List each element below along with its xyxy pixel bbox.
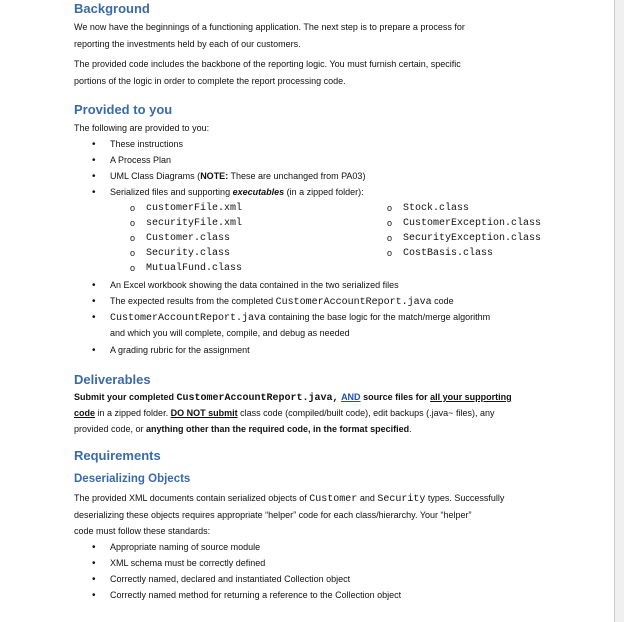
background-p2-line2: portions of the logic in order to complete the report processing code. bbox=[74, 76, 346, 86]
expected-text-pre: The expected results from the completed bbox=[110, 296, 276, 306]
requirements-text-and: and bbox=[357, 493, 378, 503]
serialized-text-post: (in a zipped folder): bbox=[284, 187, 364, 197]
sub-bullet-glyph: o bbox=[130, 263, 136, 273]
provided-item-serialized bbox=[110, 184, 364, 201]
deliverables-zipped-text: in a zipped folder. bbox=[95, 408, 171, 418]
bullet-glyph: • bbox=[92, 155, 96, 166]
file-name: Security.class bbox=[146, 248, 231, 259]
provided-intro: The following are provided to you: bbox=[74, 123, 210, 133]
base-logic-code: CustomerAccountReport.java bbox=[110, 313, 267, 324]
sub-bullet-glyph: o bbox=[130, 203, 136, 213]
provided-item-excel: An Excel workbook showing the data contained in the two serialized files bbox=[110, 280, 399, 290]
requirement-collection: Correctly named, declared and instantiated Collection object bbox=[110, 574, 351, 584]
deliverables-line3 bbox=[74, 421, 412, 438]
bullet-glyph: • bbox=[92, 171, 96, 182]
background-p2-line1: The provided code includes the backbone of the reporting logic. You must furnish certain, specific bbox=[74, 59, 461, 69]
deliverables-code-word: code bbox=[74, 408, 96, 418]
requirements-code-customer: Customer bbox=[309, 494, 358, 505]
provided-item-rubric: A grading rubric for the assignment bbox=[110, 345, 250, 355]
sub-bullet-glyph: o bbox=[387, 248, 393, 258]
background-heading: Background bbox=[74, 1, 150, 16]
provided-item-instructions: These instructions bbox=[110, 139, 184, 149]
requirement-method: Correctly named method for returning a reference to the Collection object bbox=[110, 590, 402, 600]
file-name: Stock.class bbox=[403, 203, 470, 214]
serialized-text-em: executables bbox=[232, 187, 285, 197]
requirement-naming: Appropriate naming of source module bbox=[110, 542, 261, 552]
deliverables-and: AND bbox=[341, 392, 361, 402]
bullet-glyph: • bbox=[92, 542, 96, 553]
requirements-text-a: The provided XML documents contain serialized objects of bbox=[74, 493, 310, 503]
requirements-code-security: Security bbox=[377, 494, 426, 505]
uml-note-label: NOTE: bbox=[200, 171, 229, 181]
expected-code: CustomerAccountReport.java bbox=[275, 297, 432, 308]
deliverables-heading: Deliverables bbox=[74, 372, 151, 387]
requirements-line3: code must follow these standards: bbox=[74, 526, 211, 536]
provided-heading: Provided to you bbox=[74, 102, 173, 117]
sub-bullet-glyph: o bbox=[387, 218, 393, 228]
deliverables-submit-text: Submit your completed bbox=[74, 392, 177, 402]
deliverables-class-code-text: class code (compiled/built code), edit backups (.java~ files), any bbox=[237, 408, 495, 418]
deliverables-line2 bbox=[74, 405, 494, 422]
bullet-glyph: • bbox=[92, 312, 96, 323]
file-name: MutualFund.class bbox=[146, 263, 243, 274]
bullet-glyph: • bbox=[92, 280, 96, 291]
bullet-glyph: • bbox=[92, 187, 96, 198]
file-name: CustomerException.class bbox=[403, 218, 542, 229]
deliverables-period: . bbox=[409, 424, 412, 434]
deliverables-provided-text: provided code, or bbox=[74, 424, 147, 434]
requirements-heading: Requirements bbox=[74, 448, 161, 463]
bullet-glyph: • bbox=[92, 139, 96, 150]
requirements-text-c: types. Successfully bbox=[425, 493, 505, 503]
deliverables-source-text: source files for bbox=[360, 392, 431, 402]
deliverables-code: CustomerAccountReport.java, bbox=[176, 393, 339, 404]
file-name: customerFile.xml bbox=[146, 203, 243, 214]
file-name: Customer.class bbox=[146, 233, 231, 244]
provided-item-base-logic-line2: and which you will complete, compile, and debug as needed bbox=[110, 328, 350, 338]
file-name: CostBasis.class bbox=[403, 248, 494, 259]
background-p1-line2: reporting the investments held by each of our customers. bbox=[74, 39, 301, 49]
bullet-glyph: • bbox=[92, 590, 96, 601]
sub-bullet-glyph: o bbox=[130, 233, 136, 243]
bullet-glyph: • bbox=[92, 558, 96, 569]
requirement-schema: XML schema must be correctly defined bbox=[110, 558, 266, 568]
provided-item-uml bbox=[110, 168, 365, 185]
uml-text-post: These are unchanged from PA03) bbox=[228, 171, 366, 181]
background-p1-line1: We now have the beginnings of a functioning application. The next step is to prepare a process for bbox=[74, 22, 465, 32]
sub-bullet-glyph: o bbox=[387, 203, 393, 213]
deliverables-supporting: all your supporting bbox=[430, 392, 512, 402]
provided-item-process-plan: A Process Plan bbox=[110, 155, 172, 165]
file-name: securityFile.xml bbox=[146, 218, 243, 229]
file-name: SecurityException.class bbox=[403, 233, 542, 244]
requirements-line1 bbox=[74, 490, 504, 508]
uml-text-pre: UML Class Diagrams ( bbox=[110, 171, 201, 181]
deserializing-subheading: Deserializing Objects bbox=[74, 473, 191, 485]
bullet-glyph: • bbox=[92, 296, 96, 307]
sub-bullet-glyph: o bbox=[130, 248, 136, 258]
deliverables-required-text: anything other than the required code, in the format specified bbox=[146, 424, 410, 434]
deliverables-do-not-submit: DO NOT submit bbox=[170, 408, 238, 418]
bullet-glyph: • bbox=[92, 574, 96, 585]
expected-text-post: code bbox=[431, 296, 454, 306]
sub-bullet-glyph: o bbox=[387, 233, 393, 243]
sub-bullet-glyph: o bbox=[130, 218, 136, 228]
bullet-glyph: • bbox=[92, 345, 96, 356]
base-logic-text: containing the base logic for the match/merge algorithm bbox=[266, 312, 491, 322]
requirements-line2: deserializing these objects requires appropriate “helper” code for each class/hierarchy. Your “helper” bbox=[74, 510, 472, 520]
serialized-text-pre: Serialized files and supporting bbox=[110, 187, 233, 197]
window-edge bbox=[615, 0, 624, 622]
